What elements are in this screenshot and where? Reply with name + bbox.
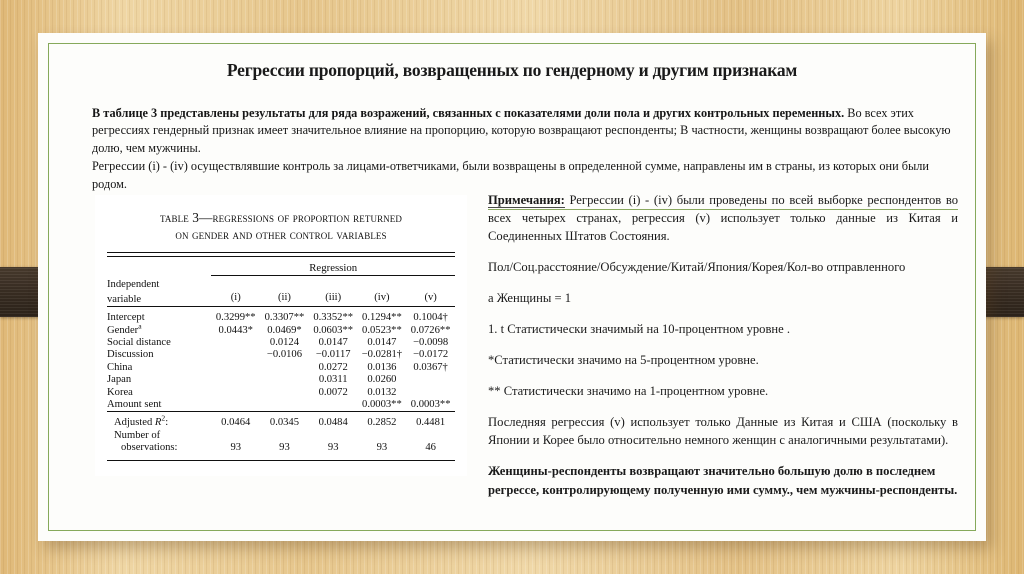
cell: 0.0147 [367, 337, 397, 349]
cell: −0.0172 [413, 349, 449, 361]
cell: 0.0345 [269, 417, 300, 429]
cell: 0.0443* [218, 324, 253, 336]
cell: 0.0272 [318, 361, 348, 373]
col-header-iv: (iv) [374, 291, 390, 303]
intro-bold-lead: В таблице 3 представлены результаты для ряда возражений, связанных с показателями доли пола и других контрольных переменных. [92, 106, 845, 120]
page-title: Регрессии пропорций, возвращенных по гендерному и другим признакам [226, 60, 798, 80]
note-item-2: Пол/Соц.расстояние/Обсуждение/Китай/Япония/Корея/Кол-во отправленного [488, 260, 906, 274]
cell: 0.0136 [367, 361, 397, 373]
row-label: Korea [107, 386, 133, 398]
cell: 0.1294** [362, 312, 402, 324]
cell: 0.0260 [367, 374, 397, 386]
intro-paragraph-2: Регрессии (i) - (iv) осуществлявшие контроль за лицами-ответчиками, были возвращены в определенной сумме, направлены им в страны, из которых они были родом. [92, 159, 929, 191]
table-row [107, 374, 455, 386]
cell [211, 362, 260, 374]
note-item-6: ** Статистически значимо на 1-процентном уровне. [488, 384, 769, 398]
cell: 0.1004† [413, 312, 448, 324]
figure-caption [107, 209, 455, 243]
cell [309, 399, 358, 412]
cell: 93 [279, 442, 290, 454]
row-label: China [107, 361, 133, 373]
cell: 0.0003** [362, 399, 402, 411]
cell: 0.3307** [264, 312, 305, 324]
cell [260, 374, 309, 386]
cell: 0.0132 [367, 386, 397, 398]
row-label: Discussion [107, 349, 154, 361]
table-row [107, 312, 455, 324]
cell: 93 [327, 442, 339, 454]
row-label: Intercept [107, 312, 145, 324]
intro-rest: Во всех этих регрессиях гендерный признак имеет значительное влияние на пропорцию, которую возвращают респонденты; В частности, женщины возвращают более высокую долю, чем мужчины. [92, 106, 951, 155]
var-header-line1: Independent [107, 279, 160, 291]
table-row [107, 387, 455, 399]
note-item-4: 1. t Статистически значимый на 10-процентном уровне . [488, 322, 791, 336]
slide-content [48, 43, 976, 531]
note-item-5: *Статистически значимо на 5-процентном уровне. [488, 353, 759, 367]
cell: 0.0523** [362, 324, 402, 336]
col-header-ii: (ii) [277, 291, 291, 303]
cell: −0.0098 [413, 337, 449, 349]
row-label: Social distance [107, 337, 171, 349]
cell: −0.0281† [361, 349, 403, 361]
table-row [107, 337, 455, 349]
nobs-label-line1: Number of [114, 429, 161, 441]
table-header-row [107, 279, 455, 291]
cell: 0.0464 [221, 417, 251, 429]
cell: 0.0072 [318, 386, 348, 398]
note-item-1 [488, 191, 958, 245]
var-header-line2: variable [107, 293, 142, 305]
cell [211, 399, 260, 412]
cell: 0.0124 [269, 337, 300, 349]
table-row [107, 325, 455, 337]
table-rule-bottom [107, 460, 455, 466]
cell [211, 387, 260, 399]
cell: 0.0726** [410, 324, 451, 336]
cell: 0.0367† [413, 361, 448, 373]
adjusted-r2-label: Adjusted $R^2$: [114, 413, 169, 429]
summary-row-nobs-line1 [107, 430, 455, 442]
cell: −0.0117 [315, 349, 351, 361]
figure-caption-line1: table 3—regressions of proportion returned [160, 210, 402, 225]
cell: 0.0603** [313, 324, 354, 336]
cell: 0.0147 [318, 337, 348, 349]
cell: 0.3352** [313, 312, 354, 324]
summary-row-r2 [107, 417, 455, 429]
col-header-i: (i) [230, 291, 241, 303]
cell: 0.2852 [367, 417, 397, 429]
col-header-v: (v) [424, 291, 437, 303]
row-label: Gender$^a$ [107, 321, 142, 336]
notes-lead-label: Примечания: [488, 193, 565, 207]
slide-panel [38, 33, 986, 541]
cell: 0.0469* [267, 324, 302, 336]
note-1-text: Регрессии (i) - (iv) были проведены по всей выборке респондентов во всех четырех странах, регрессия (v) использует только данные из Китая и Соединенных Штатов Состояния. [488, 193, 958, 243]
group-header-regression: Regression [309, 262, 358, 274]
cell: 93 [376, 442, 388, 454]
row-label: Amount sent [107, 399, 162, 411]
cell [406, 374, 455, 386]
cell: 0.0484 [318, 417, 348, 429]
cell: 46 [425, 442, 436, 454]
summary-row-nobs [107, 442, 455, 454]
cell [406, 387, 455, 399]
note-item-3: a Женщины = 1 [488, 291, 572, 305]
cell: 93 [230, 442, 242, 454]
cell [211, 337, 260, 349]
regression-table-figure [95, 195, 467, 476]
table-group-header-row [107, 262, 455, 276]
footnote-marker-a: a [138, 321, 142, 331]
cell [211, 349, 260, 361]
cell [260, 387, 309, 399]
table-row [107, 362, 455, 374]
notes-column [488, 191, 958, 513]
cell: −0.0106 [266, 349, 303, 361]
col-header-iii: (iii) [325, 291, 342, 303]
cell [260, 399, 309, 412]
regression-table [107, 252, 455, 466]
intro-paragraph [92, 105, 952, 193]
cell: 0.3299** [215, 312, 256, 324]
row-label: Japan [107, 374, 132, 386]
nobs-label-line2: observations: [121, 442, 178, 454]
table-row [107, 349, 455, 361]
table-row [107, 399, 455, 412]
note-item-7: Последняя регрессия (v) использует только Данные из Китая и США (поскольку в Японии и Корее было относительно немного женщин с аналогичными результатами). [488, 415, 958, 447]
note-item-8-conclusion: Женщины-респонденты возвращают значительно большую долю в последнем регрессе, контролирующему полученную ими сумму., чем мужчины-респонденты. [488, 464, 958, 497]
cell: 0.0003** [410, 399, 451, 411]
cell: 0.4481 [416, 417, 446, 429]
cell [260, 362, 309, 374]
figure-caption-line2: on gender and other control variables [175, 227, 387, 242]
cell [211, 374, 260, 386]
notes-top-rule [488, 209, 958, 210]
table-header-row-2 [107, 292, 455, 307]
cell: 0.0311 [318, 374, 348, 386]
